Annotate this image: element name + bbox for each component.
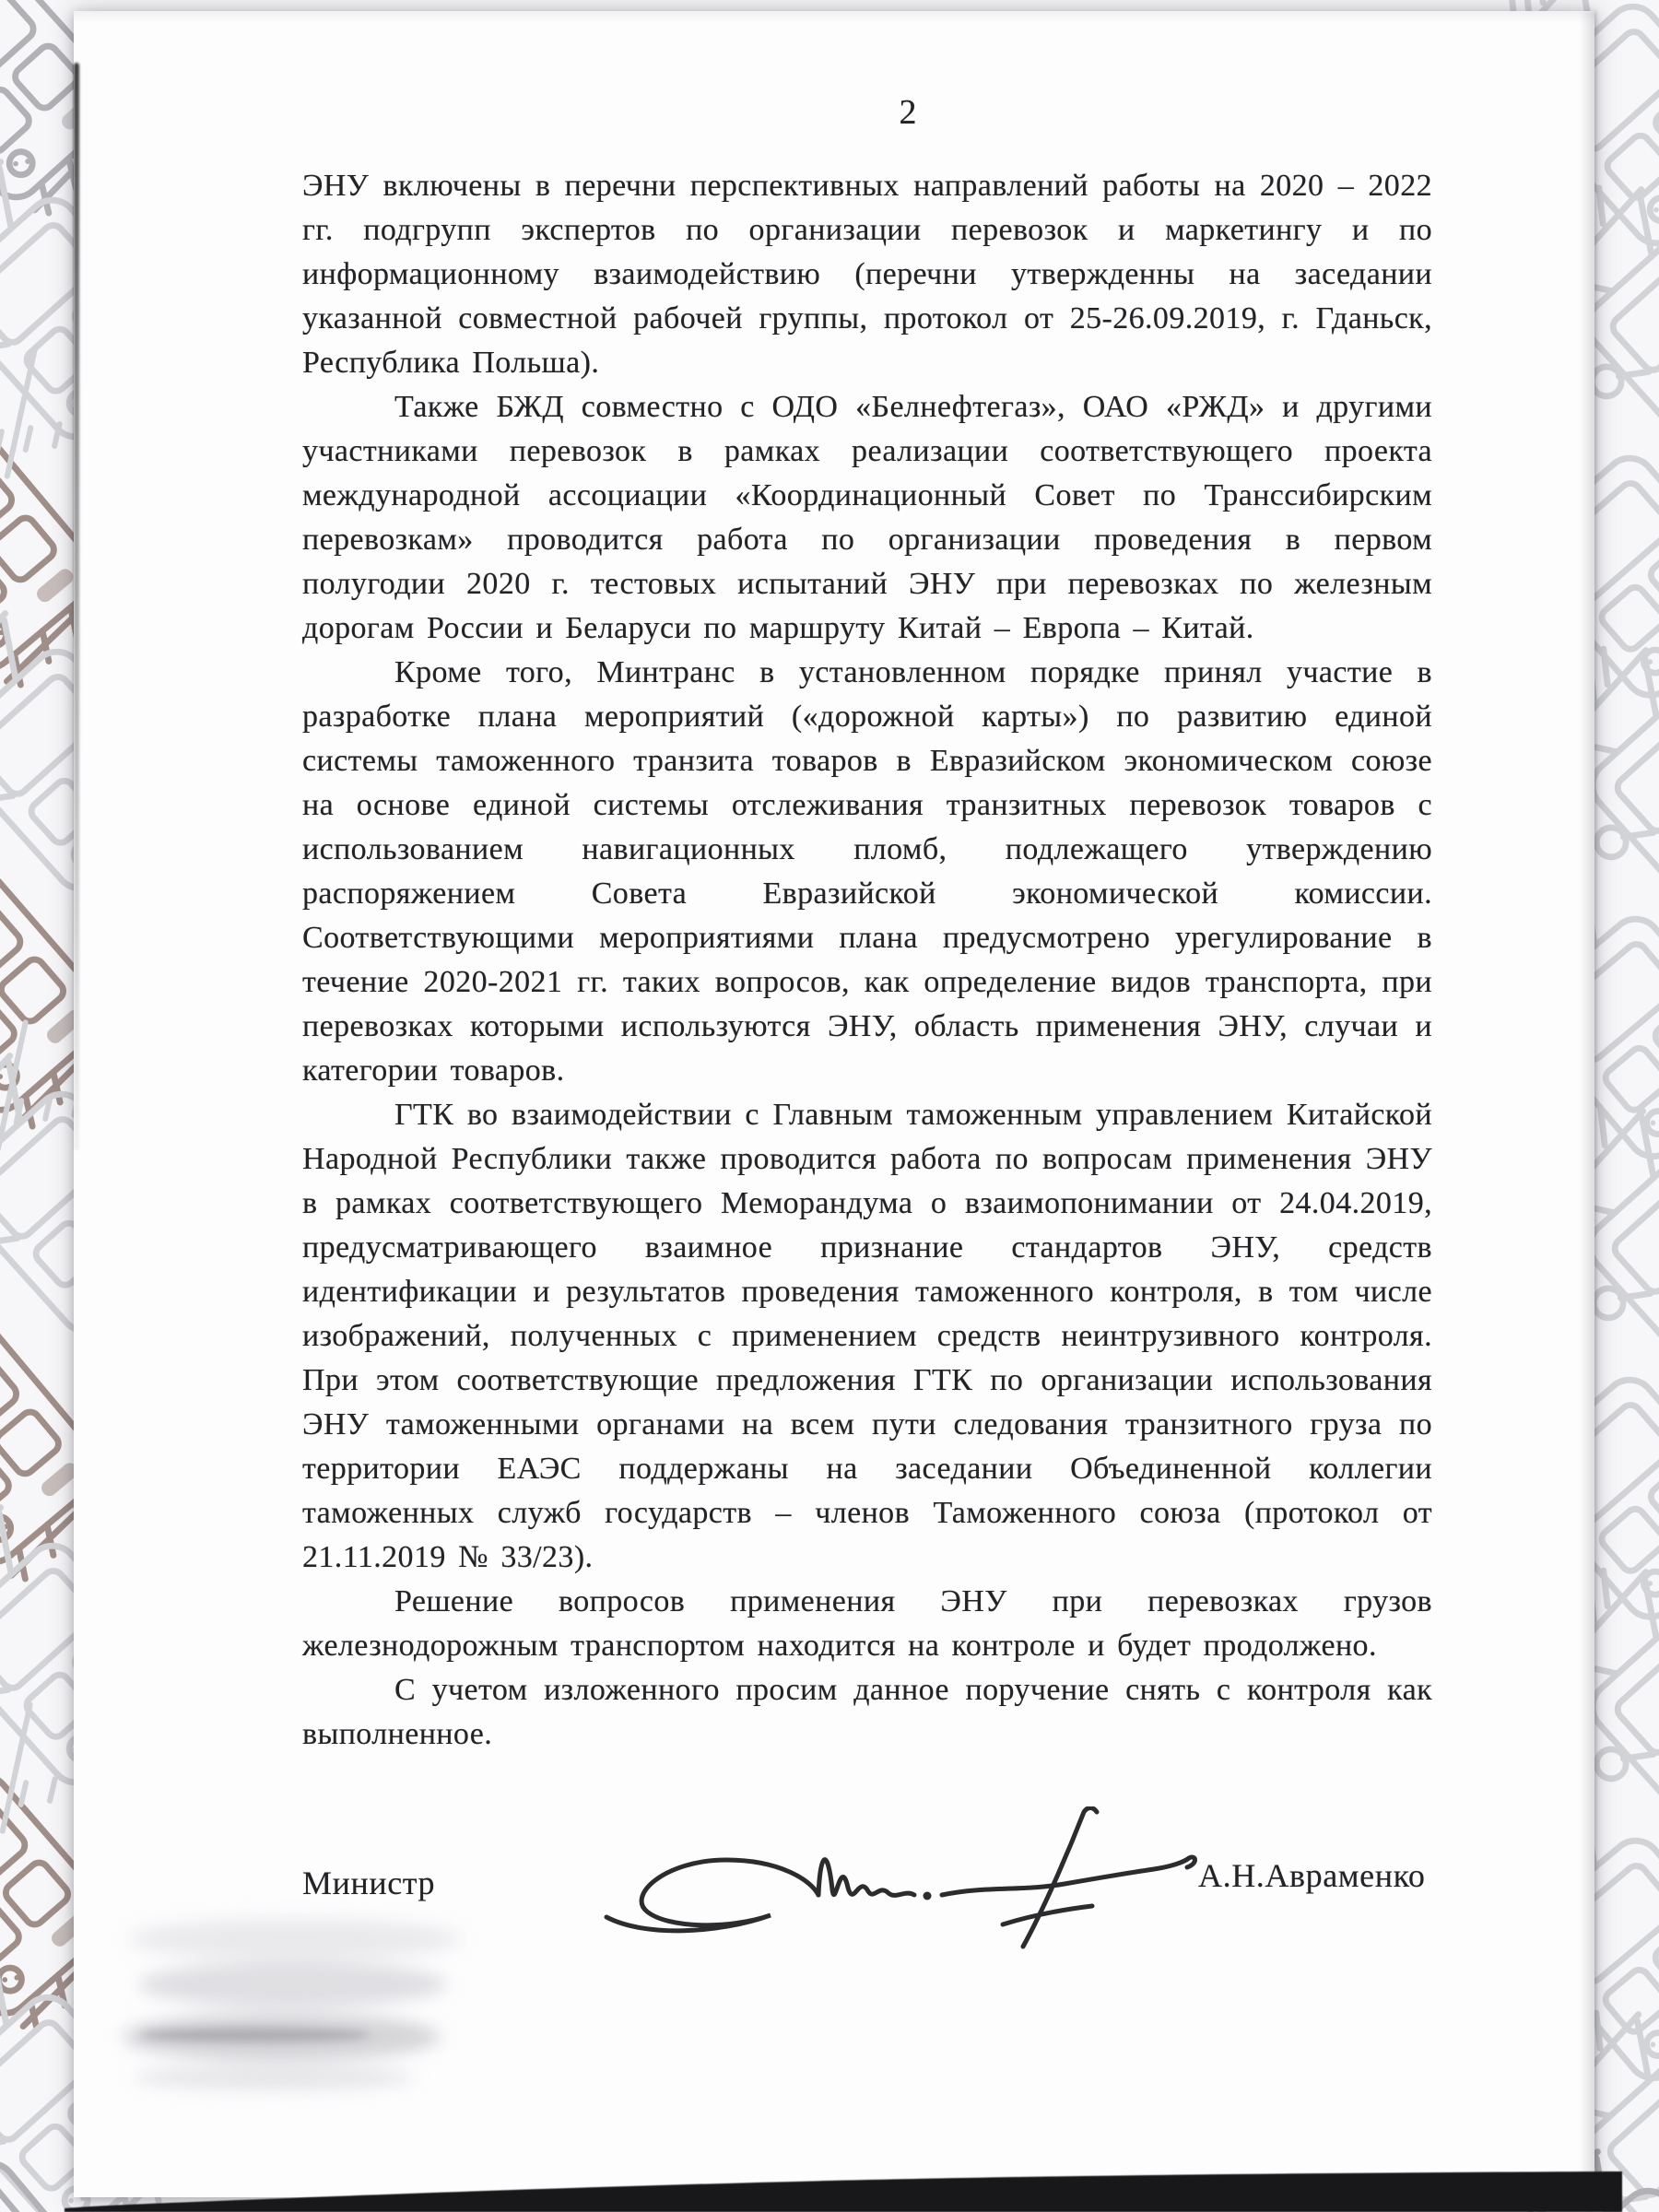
smudge-blob — [138, 1961, 447, 2007]
document-body — [302, 164, 1432, 1757]
scan-shadow-band — [0, 2157, 1659, 2212]
paragraph-6: С учетом изложенного просим данное поручение снять с контроля как выполненное. — [302, 1673, 1432, 1751]
paragraph-2: Также БЖД совместно с ОДО «Белнефтегаз», ОАО «РЖД» и другими участниками перевозок в рамках реализации соответствующего проекта международной ассоциации «Координационный Совет по Транссибирским перевозкам» проводится работа по организации проведения в первом полугодии 2020 г. тестовых испытаний ЭНУ при перевозках по железным дорогам России и Беларуси по маршруту Китай – Европа – Китай. — [302, 390, 1432, 645]
paragraph-4: ГТК во взаимодействии с Главным таможенным управлением Китайской Народной Республики также проводится работа по вопросам применения ЭНУ в рамках соответствующего Меморандума о взаимопонимании от 24.04.2019, предусматривающего взаимное признание стандартов ЭНУ, средств идентификации и результатов проведения таможенного контроля, в том числе изображений, полученных с применением средств неинтрузивного контроля. При этом соответствующие предложения ГТК по организации использования ЭНУ таможенными органами на всем пути следования транзитного груза по территории ЕАЭС поддержаны на заседании Объединенной коллегии таможенных служб государств – членов Таможенного союза (протокол от 21.11.2019 № 33/23). — [302, 1098, 1432, 1574]
smudge-blob — [134, 2065, 415, 2090]
signer-name: А.Н.Авраменко — [1198, 1857, 1426, 1894]
page-left-edge-shadow — [74, 63, 79, 1150]
paragraph-3: Кроме того, Минтранс в установленном порядке принял участие в разработке плана мероприятий («дорожной карты») по развитию единой системы таможенного транзита товаров в Евразийском экономическом союзе на основе единой системы отслеживания транзитных перевозок товаров с использованием навигационных пломб, подлежащего утверждению распоряжением Совета Евразийской экономической комиссии. Соответствующими мероприятиями плана предусмотрено урегулирование в течение 2020-2021 гг. таких вопросов, как определение видов транспорта, при перевозках которыми используются ЭНУ, область применения ЭНУ, случаи и категории товаров. — [302, 655, 1432, 1088]
handwritten-signature-icon — [590, 1806, 1198, 1977]
paragraph-1: ЭНУ включены в перечни перспективных направлений работы на 2020 – 2022 гг. подгрупп экспертов по организации перевозок и маркетингу и по информационному взаимодействию (перечни утвержденны на заседании указанной совместной рабочей группы, протокол от 25-26.09.2019, г. Гданьск, Республика Польша). — [302, 169, 1432, 380]
smudge-blob — [129, 1919, 461, 1959]
page-number: 2 — [899, 93, 917, 132]
page-right-edge-shadow — [1580, 11, 1596, 2177]
signer-role-label: Министр — [302, 1865, 436, 1901]
smudge-blob — [140, 2028, 371, 2042]
paragraph-5: Решение вопросов применения ЭНУ при перевозках грузов железнодорожным транспортом находится на контроле и будет продолжено. — [302, 1584, 1432, 1663]
